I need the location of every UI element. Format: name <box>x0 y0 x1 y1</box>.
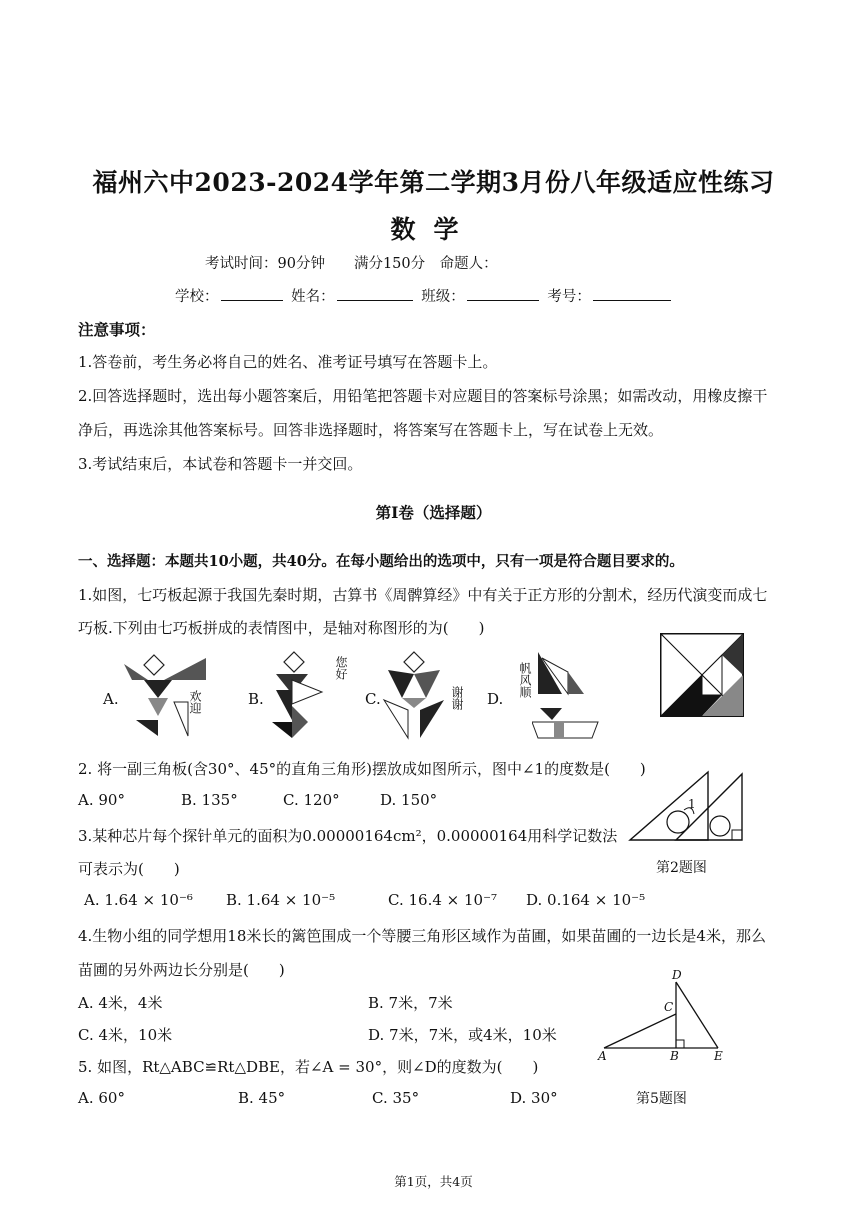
q5-point-b: B <box>670 1049 679 1063</box>
q5-text: 5. 如图，Rt△ABC≌Rt△DBE，若∠A = 30°，则∠D的度数为( ) <box>78 1058 539 1076</box>
q2-text: 2. 将一副三角板(含30°、45°的直角三角形)摆放成如图所示，图中∠1的度数是( ) <box>78 760 646 778</box>
student-fields <box>175 285 675 306</box>
q3-line1: 3.某种芯片每个探针单元的面积为0.00000164cm²，0.00000164用科学记数法 <box>78 827 618 845</box>
q1-option-d-label: D. <box>487 690 504 708</box>
q5-figure-caption: 第5题图 <box>636 1091 687 1107</box>
field-name-blank[interactable] <box>337 286 413 301</box>
tangram-a-word: 欢迎 <box>188 690 202 714</box>
tangram-c-figure <box>378 650 450 742</box>
tangram-d-word: 帆风顺 <box>518 662 532 698</box>
q2-option-a: A. 90° <box>78 791 125 809</box>
q4-option-d: D. 7米，7米，或4米，10米 <box>368 1026 557 1044</box>
q5-option-a: A. 60° <box>78 1089 125 1107</box>
q1-line2: 巧板.下列由七巧板拼成的表情图中，是轴对称图形的为( ) <box>78 619 485 637</box>
q3-option-a: A. 1.64 × 10⁻⁶ <box>84 891 193 909</box>
tangram-b-word: 您好 <box>334 656 348 680</box>
q4-option-a: A. 4米，4米 <box>78 994 163 1012</box>
tangram-c-word: 谢谢 <box>450 686 464 710</box>
q1-option-c-label: C. <box>365 690 381 708</box>
notice-item: 3.考试结束后，本试卷和答题卡一并交回。 <box>78 455 363 473</box>
notice-heading: 注意事项： <box>78 320 156 339</box>
q2-figure-caption: 第2题图 <box>656 860 707 876</box>
q5-option-c: C. 35° <box>372 1089 420 1107</box>
notice-item: 2.回答选择题时，选出每小题答案后，用铅笔把答题卡对应题目的答案标号涂黑；如需改动，用橡皮擦干 <box>78 387 768 405</box>
q5-option-b: B. 45° <box>238 1089 286 1107</box>
notice-item: 净后，再选涂其他答案标号。回答非选择题时，将答案写在答题卡上，写在试卷上无效。 <box>78 421 664 439</box>
tangram-d-figure <box>532 650 602 742</box>
section1-heading: 一、选择题：本题共10小题，共40分。在每小题给出的选项中，只有一项是符合题目要求的。 <box>78 553 684 570</box>
field-id-label: 考号： <box>547 289 591 305</box>
field-name-label: 姓名： <box>291 289 335 305</box>
q5-point-c: C <box>664 1000 674 1014</box>
q5-point-a: A <box>598 1049 607 1063</box>
q3-option-b: B. 1.64 × 10⁻⁵ <box>226 891 336 909</box>
q4-option-c: C. 4米，10米 <box>78 1026 173 1044</box>
q4-line2: 苗圃的另外两边长分别是( ) <box>78 961 285 979</box>
q2-angle-label: 1 <box>688 797 696 811</box>
q3-line2: 可表示为( ) <box>78 860 180 878</box>
q2-figure <box>622 768 750 844</box>
q4-line1: 4.生物小组的同学想用18米长的篱笆围成一个等腰三角形区域作为苗圃，如果苗圃的一边长是4米，那么 <box>78 927 766 945</box>
q4-option-b: B. 7米，7米 <box>368 994 453 1012</box>
q3-option-d: D. 0.164 × 10⁻⁵ <box>526 891 646 909</box>
tangram-b-figure <box>262 650 332 742</box>
q5-point-e: E <box>714 1049 723 1063</box>
q2-option-d: D. 150° <box>380 791 438 809</box>
q2-option-c: C. 120° <box>283 791 340 809</box>
q2-option-b: B. 135° <box>181 791 238 809</box>
q1-option-b-label: B. <box>248 690 264 708</box>
q5-figure <box>600 978 730 1054</box>
q1-line1: 1.如图，七巧板起源于我国先秦时期，古算书《周髀算经》中有关于正方形的分割术，经历代演变而成七 <box>78 586 768 604</box>
field-class-blank[interactable] <box>467 286 539 301</box>
field-school-label: 学校： <box>175 289 219 305</box>
notice-item: 1.答卷前，考生务必将自己的姓名、准考证号填写在答题卡上。 <box>78 353 498 371</box>
subject-title: 数学 <box>390 215 477 244</box>
exam-info: 考试时间：90分钟 满分150分 命题人： <box>205 256 498 272</box>
field-id-blank[interactable] <box>593 286 671 301</box>
page-footer: 第1页，共4页 <box>394 1174 473 1189</box>
tangram-square-figure <box>660 633 746 719</box>
q5-option-d: D. 30° <box>510 1089 558 1107</box>
field-class-label: 班级： <box>421 289 465 305</box>
exam-title: 福州六中2023-2024学年第二学期3月份八年级适应性练习 <box>92 168 775 197</box>
part1-title: 第Ⅰ卷（选择题） <box>375 503 492 522</box>
q1-option-a-label: A. <box>103 690 119 708</box>
q5-point-d: D <box>672 968 682 982</box>
q3-option-c: C. 16.4 × 10⁻⁷ <box>388 891 497 909</box>
field-school-blank[interactable] <box>221 286 283 301</box>
